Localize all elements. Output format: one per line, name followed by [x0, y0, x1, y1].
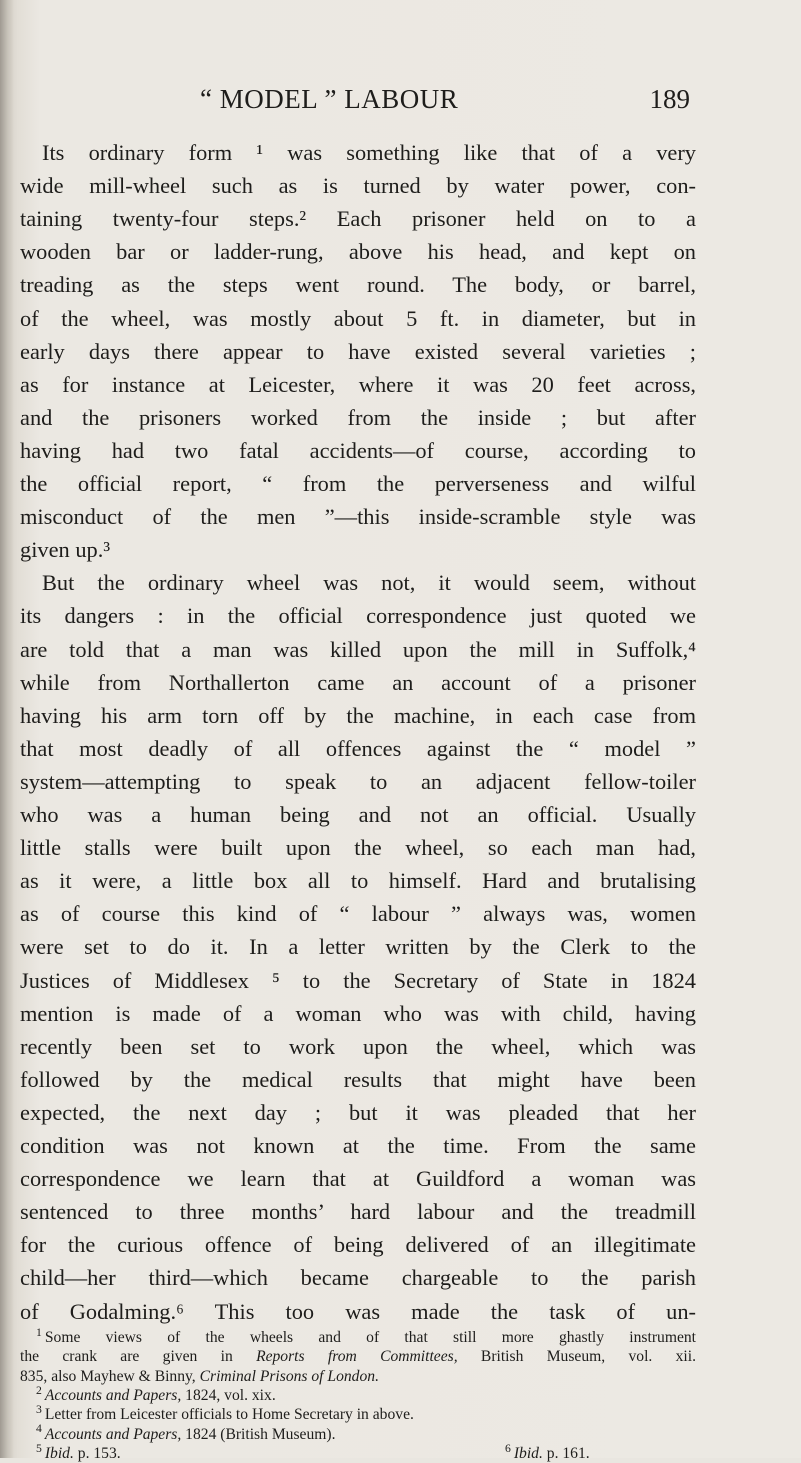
footnote-italic-title: Accounts and Papers,	[44, 1386, 182, 1404]
footnote-4	[36, 1422, 696, 1444]
body-line: of the wheel, was mostly about 5 ft. in diameter, but in	[20, 305, 696, 331]
body-line: mention is made of a woman who was with child, having	[20, 1000, 696, 1026]
footnote-6	[505, 1441, 590, 1463]
body-line: child—her third—which became chargeable to the parish	[20, 1265, 696, 1291]
page-gutter-shadow	[0, 0, 14, 1458]
footnote-text: 835, also Mayhew & Binny,	[20, 1367, 200, 1385]
footnote-text: 1824, vol. xix.	[181, 1386, 276, 1404]
body-line: having his arm torn off by the machine, in each case from	[20, 702, 696, 728]
body-line: given up.³	[20, 537, 111, 563]
footnote-italic-title: Criminal Prisons of London.	[199, 1367, 379, 1385]
footnote-1-line-2	[20, 1347, 696, 1366]
footnote-marker: 4	[36, 1422, 42, 1436]
body-line: recently been set to work upon the wheel, which was	[20, 1033, 696, 1059]
footnote-italic-title: Reports from Committees,	[256, 1348, 458, 1366]
footnote-marker: 3	[36, 1403, 42, 1416]
footnote-text: 1824 (British Museum).	[181, 1425, 336, 1443]
footnote-italic-title: Ibid.	[44, 1444, 74, 1462]
body-line: its dangers : in the official correspondence just quoted we	[20, 603, 696, 629]
footnote-italic-title: Ibid.	[513, 1444, 543, 1462]
footnote-italic-title: Accounts and Papers,	[44, 1425, 182, 1443]
page-number: 189	[649, 84, 690, 114]
footnote-1-line-3	[20, 1367, 696, 1386]
body-line: sentenced to three months’ hard labour and the treadmill	[20, 1199, 696, 1225]
body-line: early days there appear to have existed several varieties ;	[20, 338, 696, 364]
footnote-text: p. 161.	[542, 1444, 590, 1462]
footnote-marker: 5	[36, 1441, 42, 1455]
running-title: “ MODEL ” LABOUR	[200, 84, 459, 114]
body-line: the official report, “ from the perverseness and wilful	[20, 471, 696, 496]
body-line: while from Northallerton came an account of a prisoner	[20, 669, 696, 695]
body-line: of Godalming.⁶ This too was made the task of un-	[20, 1298, 696, 1324]
footnote-2	[36, 1383, 696, 1405]
body-line: that most deadly of all offences against the “ model ”	[20, 735, 696, 761]
body-line: wooden bar or ladder-rung, above his head, and kept on	[20, 239, 696, 265]
body-line: followed by the medical results that might have been	[20, 1066, 696, 1092]
body-line: and the prisoners worked from the inside ; but after	[20, 404, 696, 430]
footnote-text: British Museum, vol. xii.	[457, 1348, 696, 1366]
body-line: wide mill-wheel such as is turned by water power, con-	[20, 173, 696, 199]
footnote-marker: 6	[505, 1441, 511, 1455]
body-line: were set to do it. In a letter written by the Clerk to the	[20, 934, 696, 960]
body-line: expected, the next day ; but it was pleaded that her	[20, 1099, 696, 1125]
footnote-marker: 1	[36, 1325, 42, 1339]
footnote-marker: 2	[36, 1383, 42, 1397]
body-line: Justices of Middlesex ⁵ to the Secretary of State in 1824	[20, 967, 696, 993]
body-line: as for instance at Leicester, where it was 20 feet across,	[20, 371, 696, 397]
page-header	[120, 84, 690, 118]
body-line: who was a human being and not an official. Usually	[20, 802, 696, 827]
footnote-text: Letter from Leicester officials to Home Secretary in above.	[44, 1406, 414, 1424]
body-line: as of course this kind of “ labour ” always was, women	[20, 901, 696, 927]
body-line: Its ordinary form ¹ was something like that of a very	[42, 140, 696, 165]
footnote-3	[36, 1405, 696, 1424]
body-line: having had two fatal accidents—of course, according to	[20, 437, 696, 463]
footnote-text: p. 153.	[73, 1444, 121, 1462]
footnote-text: Some views of the wheels and of that still more ghastly instrument	[44, 1329, 696, 1346]
footnote-text: the crank are given in	[20, 1348, 257, 1366]
body-line: are told that a man was killed upon the mill in Suffolk,⁴	[20, 636, 696, 662]
body-line: But the ordinary wheel was not, it would seem, without	[42, 570, 696, 596]
footnote-5	[36, 1441, 696, 1463]
body-line: correspondence we learn that at Guildford a woman was	[20, 1166, 696, 1192]
body-line: as it were, a little box all to himself. Hard and brutalising	[20, 868, 696, 894]
body-line: taining twenty-four steps.² Each prisoner held on to a	[20, 206, 696, 232]
body-line: misconduct of the men ”—this inside-scramble style was	[20, 504, 696, 530]
footnote-1-line-1	[36, 1325, 696, 1347]
body-line: little stalls were built upon the wheel, so each man had,	[20, 835, 696, 861]
body-line: system—attempting to speak to an adjacent fellow-toiler	[20, 768, 696, 794]
body-line: treading as the steps went round. The body, or barrel,	[20, 272, 696, 298]
body-line: for the curious offence of being delivered of an illegitimate	[20, 1232, 696, 1258]
body-line: condition was not known at the time. From the same	[20, 1133, 696, 1158]
